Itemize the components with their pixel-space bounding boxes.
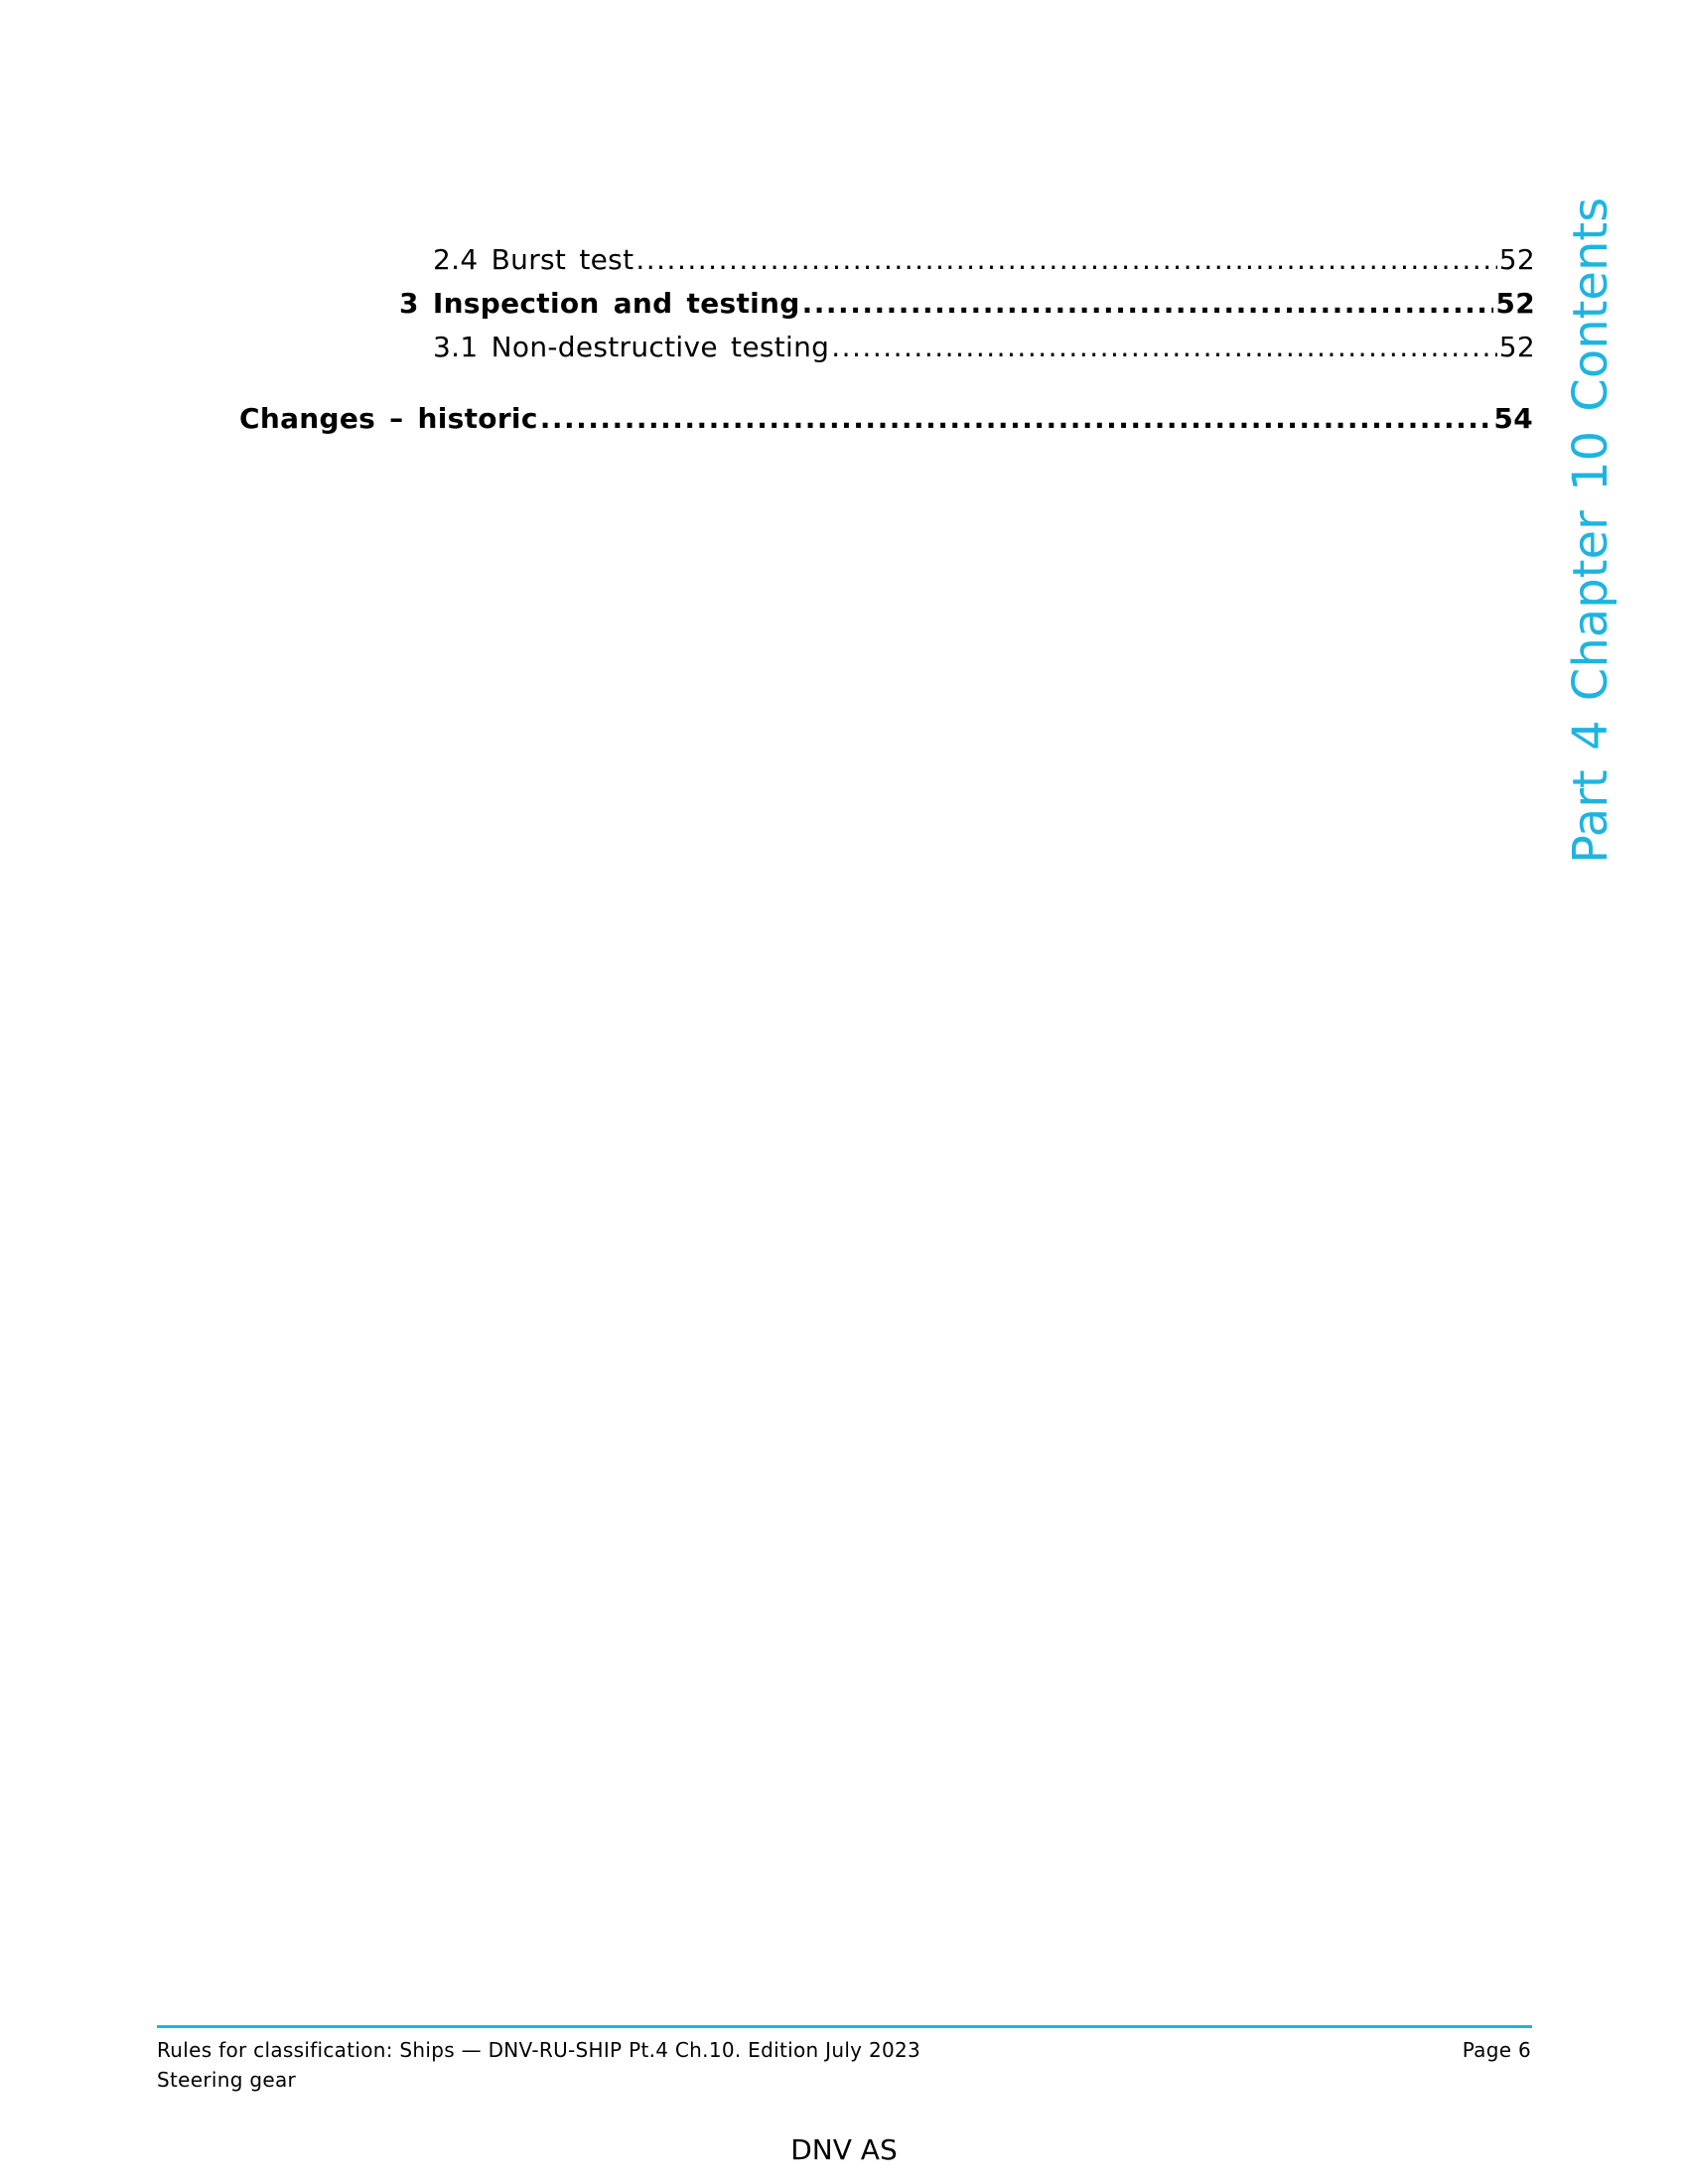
footer-document-subtitle: Steering gear (157, 2068, 297, 2092)
side-section-title: Part 4 Chapter 10 Contents (1563, 197, 1618, 864)
toc-entry-label: 3 Inspection and testing (399, 287, 800, 320)
toc-entry-label: 3.1 Non-destructive testing (433, 331, 830, 363)
footer-page-label: Page 6 (1462, 2038, 1531, 2062)
toc-leader-dots (540, 399, 1492, 439)
toc-entry-3-1[interactable] (433, 328, 1535, 367)
toc-leader-dots (802, 284, 1494, 324)
toc-page-number: 54 (1493, 402, 1533, 435)
toc-entry-changes-historic[interactable] (239, 399, 1533, 439)
toc-entry-2-4[interactable] (433, 240, 1535, 280)
toc-entry-3[interactable] (399, 284, 1535, 324)
toc-leader-dots (635, 240, 1496, 280)
toc-page-number: 52 (1495, 287, 1535, 320)
toc-page-number: 52 (1498, 243, 1535, 276)
toc-entry-label: 2.4 Burst test (433, 243, 634, 276)
toc-leader-dots (831, 328, 1497, 367)
toc-entry-label: Changes – historic (239, 402, 538, 435)
footer-organization: DNV AS (790, 2133, 898, 2166)
footer-document-reference: Rules for classification: Ships — DNV-RU-SHIP Pt.4 Ch.10. Edition July 2023 (157, 2038, 921, 2062)
footer-divider (157, 2025, 1532, 2028)
toc-page-number: 52 (1498, 331, 1535, 363)
